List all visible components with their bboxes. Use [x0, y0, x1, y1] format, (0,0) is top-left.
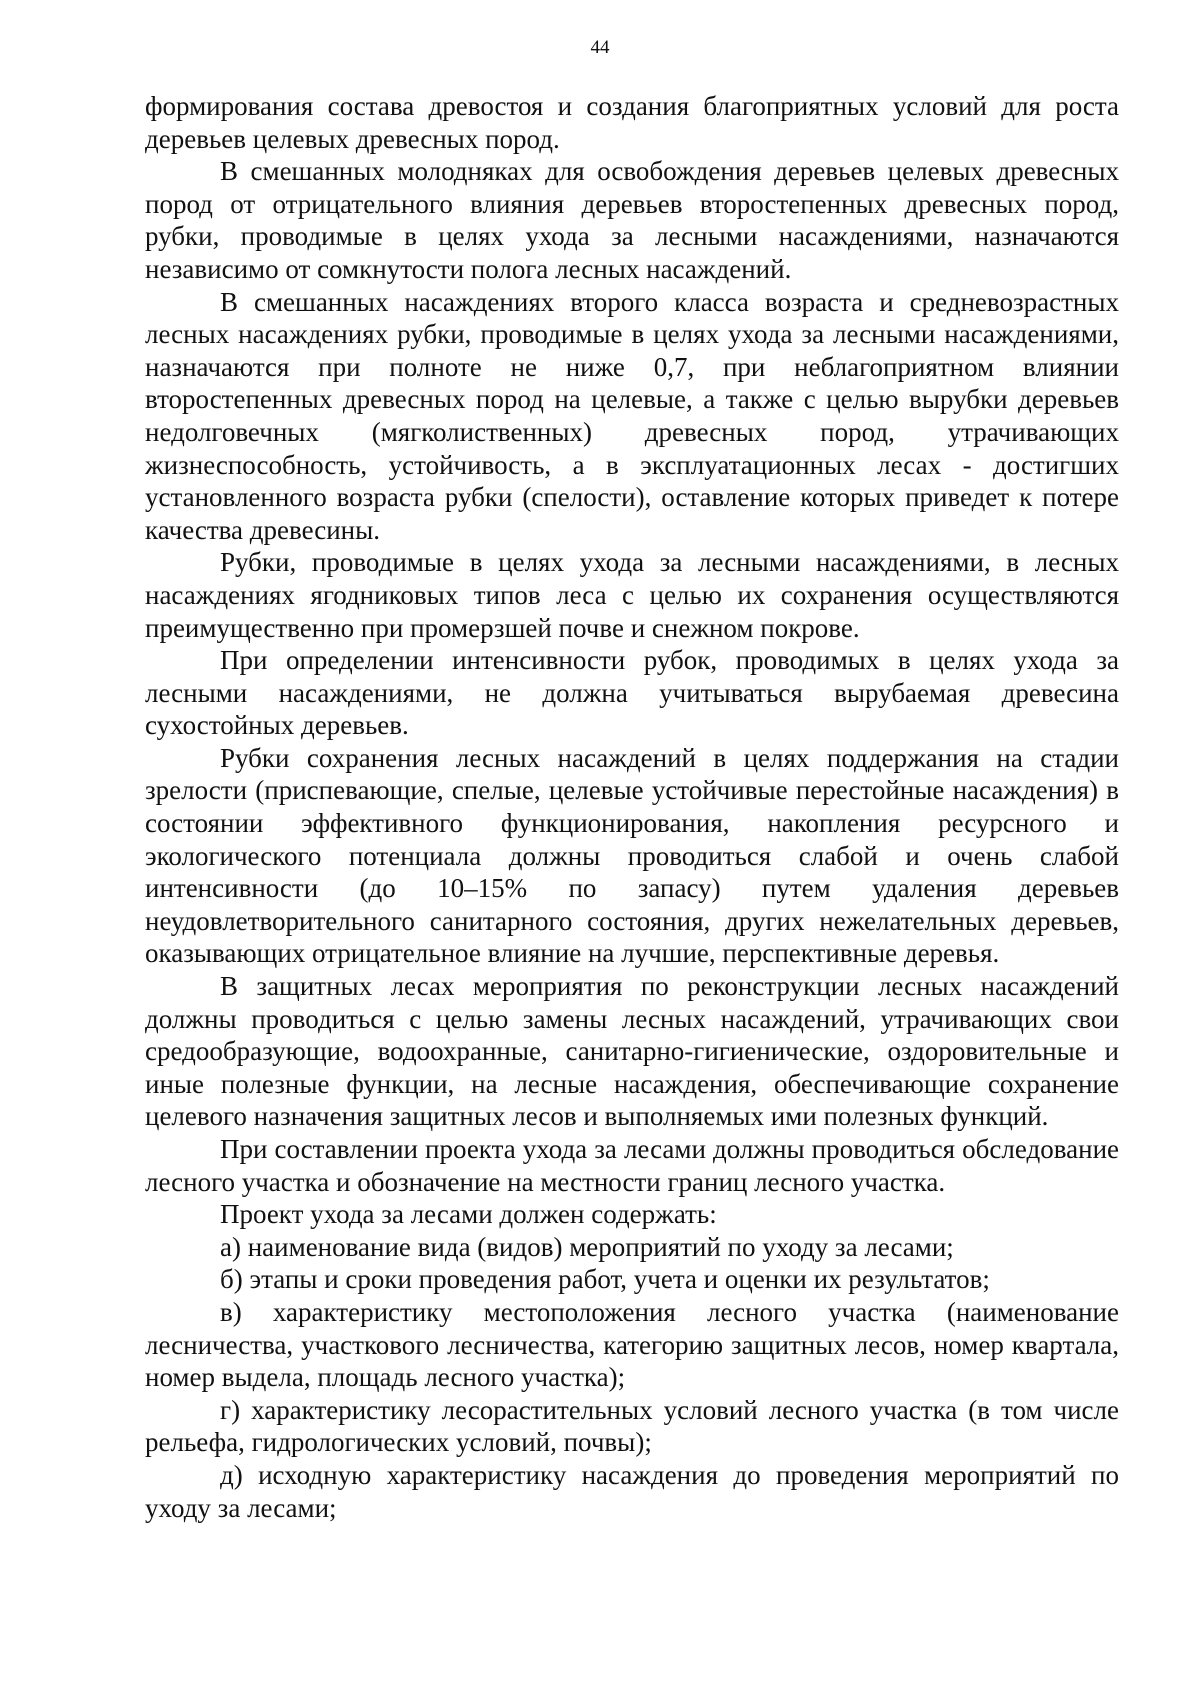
- paragraph-berry-forest-types: Рубки, проводимые в целях ухода за лесными насаждениями, в лесных насаждениях ягодниковых типов леса с целью их сохранения осуществляются преимущественно при промерзшей почве и снежном покрове.: [145, 547, 1119, 643]
- list-item-g: г) характеристику лесорастительных условий лесного участка (в том числе рельефа, гидрологических условий, почвы);: [145, 1394, 1119, 1458]
- paragraph-continuation: формирования состава древостоя и создания благоприятных условий для роста деревьев целевых древесных пород.: [145, 91, 1119, 154]
- document-body: [145, 90, 1119, 1524]
- page-number: 44: [590, 37, 610, 58]
- paragraph-second-age-class: В смешанных насаждениях второго класса возраста и средневозрастных лесных насаждениях рубки, проводимые в целях ухода за лесными насаждениями, назначаются при полноте не ниже 0,7, при неблагоприятном влиянии второстепенных древесных пород на целевые, а также с целью вырубки деревьев недолговечных (мягколиственных) древесных пород, утрачивающих жизнеспособность, устойчивость, а в эксплуатационных лесах - достигших установленного возраста рубки (спелости), оставление которых приведет к потере качества древесины.: [145, 286, 1119, 545]
- list-item-d: д) исходную характеристику насаждения до проведения мероприятий по уходу за лесами;: [145, 1459, 1119, 1523]
- paragraph-felling-intensity: При определении интенсивности рубок, проводимых в целях ухода за лесными насаждениями, не должна учитываться вырубаемая древесина сухостойных деревьев.: [145, 645, 1119, 741]
- paragraph-project-survey: При составлении проекта ухода за лесами должны проводиться обследование лесного участка и обозначение на местности границ лесного участка.: [145, 1134, 1119, 1197]
- paragraph-preservation-fellings: Рубки сохранения лесных насаждений в целях поддержания на стадии зрелости (приспевающие, спелые, целевые устойчивые перестойные насаждения) в состоянии эффективного функционирования, накопления ресурсного и экологического потенциала должны проводиться слабой и очень слабой интенсивности (до 10–15% по запасу) путем удаления деревьев неудовлетворительного санитарного состояния, других нежелательных деревьев, оказывающих отрицательное влияние на лучшие, перспективные деревья.: [145, 742, 1119, 969]
- paragraph-project-contents-intro: Проект ухода за лесами должен содержать:: [220, 1199, 717, 1230]
- paragraph-mixed-young-stands: В смешанных молодняках для освобождения деревьев целевых древесных пород от отрицательного влияния деревьев второстепенных древесных пород, рубки, проводимые в целях ухода за лесными насаждениями, назначаются независимо от сомкнутости полога лесных насаждений.: [145, 156, 1119, 284]
- list-item-a: а) наименование вида (видов) мероприятий по уходу за лесами;: [220, 1231, 954, 1262]
- list-item-b: б) этапы и сроки проведения работ, учета и оценки их результатов;: [220, 1264, 990, 1295]
- list-item-v: в) характеристику местоположения лесного участка (наименование лесничества, участкового лесничества, категорию защитных лесов, номер квартала, номер выдела, площадь лесного участка);: [145, 1296, 1119, 1393]
- paragraph-protective-forests: В защитных лесах мероприятия по реконструкции лесных насаждений должны проводиться с целью замены лесных насаждений, утрачивающих свои средообразующие, водоохранные, санитарно-гигиенические, оздоровительные и иные полезные функции, на лесные насаждения, обеспечивающие сохранение целевого назначения защитных лесов и выполняемых ими полезных функций.: [145, 971, 1119, 1132]
